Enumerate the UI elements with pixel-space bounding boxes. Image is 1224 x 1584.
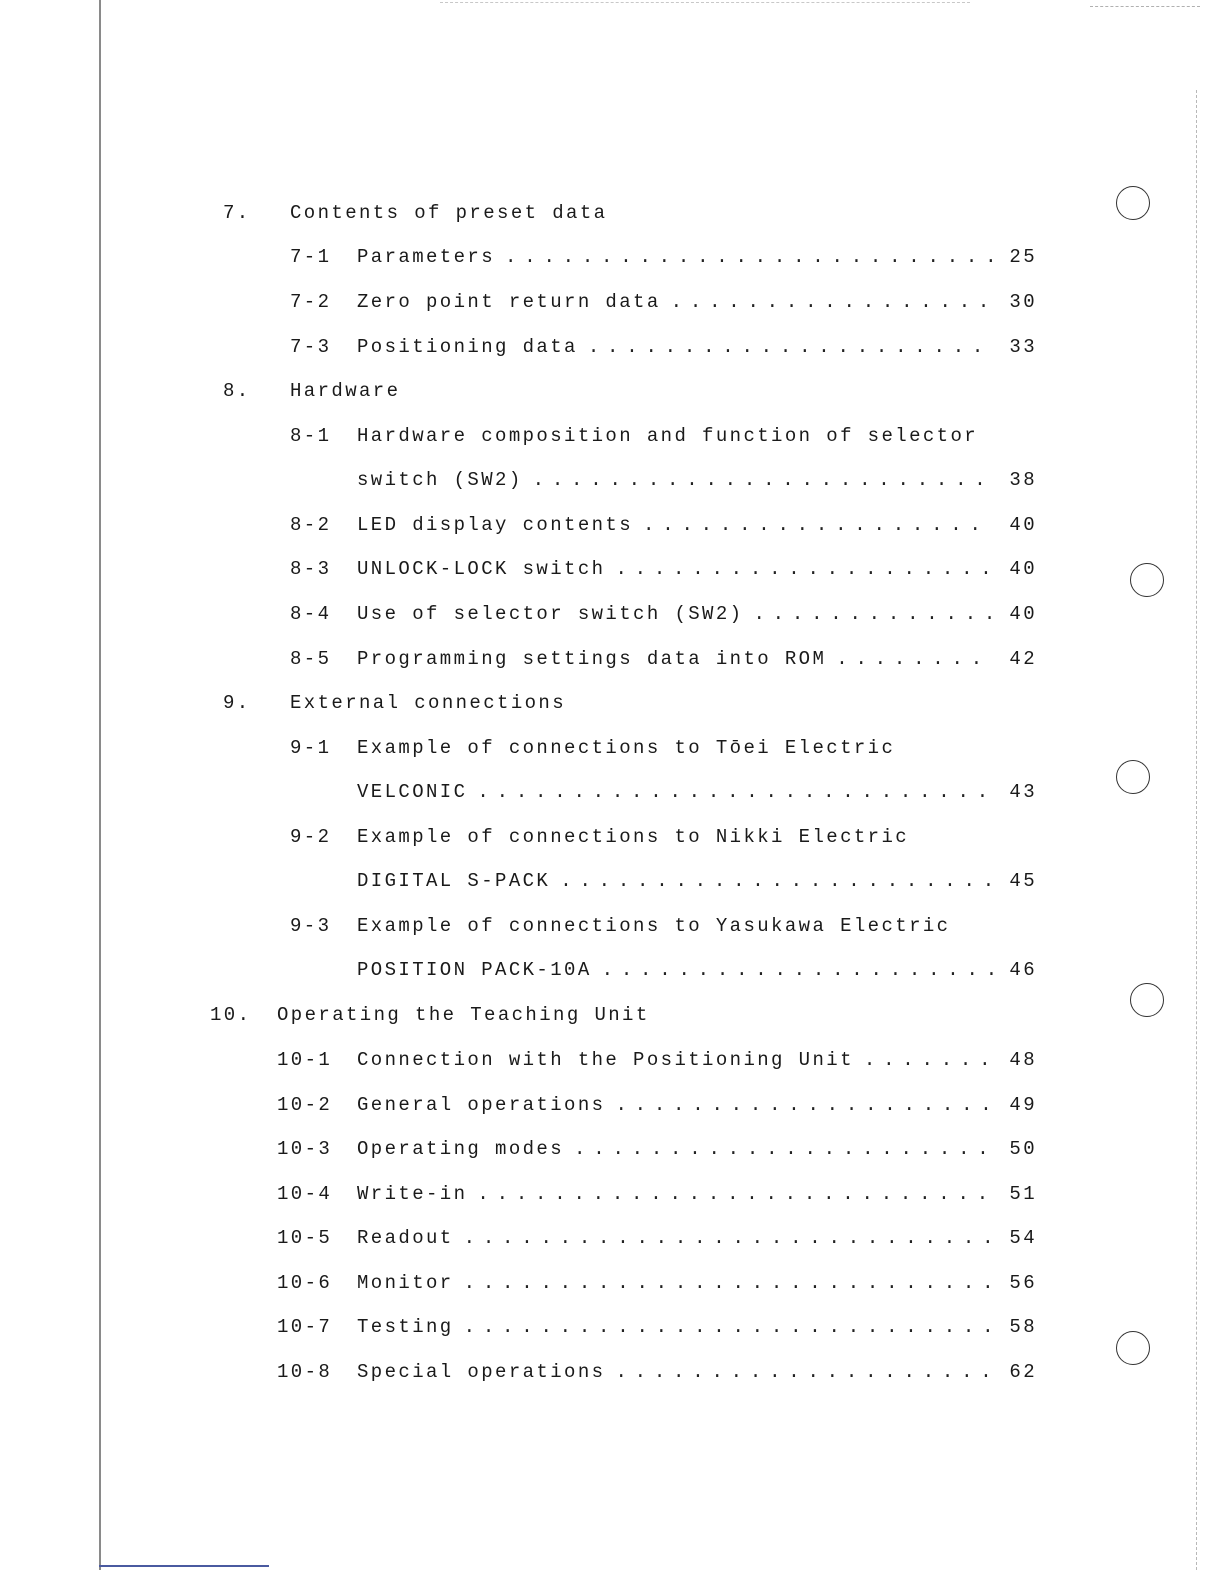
entry-title: Write-in bbox=[357, 1183, 468, 1205]
entry-page-number: 43 bbox=[1009, 781, 1037, 803]
entry-title: Zero point return data bbox=[357, 291, 661, 313]
entry-number: 8-4 bbox=[290, 603, 332, 625]
entry-number: 10-2 bbox=[277, 1094, 333, 1116]
dot-leader bbox=[464, 1268, 993, 1298]
dot-leader bbox=[615, 554, 993, 584]
entry-title-continuation: POSITION PACK-10A bbox=[357, 959, 592, 981]
dot-leader bbox=[477, 1179, 993, 1209]
entry-title: General operations bbox=[357, 1094, 606, 1116]
entry-row bbox=[357, 1312, 1037, 1342]
entry-number: 10-3 bbox=[277, 1138, 333, 1160]
dot-leader bbox=[836, 644, 993, 674]
entry-number: 8-5 bbox=[290, 648, 332, 670]
toc-section bbox=[223, 198, 923, 228]
entry-number: 7-2 bbox=[290, 291, 332, 313]
entry-page-number: 54 bbox=[1009, 1227, 1037, 1249]
entry-row bbox=[357, 1223, 1037, 1253]
binding-margin-line bbox=[99, 0, 101, 1570]
entry-page-number: 56 bbox=[1009, 1272, 1037, 1294]
entry-row bbox=[357, 733, 1037, 763]
entry-number: 8-2 bbox=[290, 514, 332, 536]
dot-leader bbox=[643, 510, 993, 540]
dot-leader bbox=[464, 1223, 993, 1253]
entry-row bbox=[357, 421, 1037, 451]
entry-number: 10-4 bbox=[277, 1183, 333, 1205]
entry-page-number: 40 bbox=[1009, 603, 1037, 625]
toc-section bbox=[210, 1000, 910, 1030]
dot-leader bbox=[671, 287, 993, 317]
entry-title: Example of connections to Yasukawa Electric bbox=[357, 915, 951, 937]
entry-row bbox=[357, 1090, 1037, 1120]
entry-page-number: 49 bbox=[1009, 1094, 1037, 1116]
dot-leader bbox=[464, 1312, 993, 1342]
entry-page-number: 40 bbox=[1009, 514, 1037, 536]
dot-leader bbox=[533, 465, 993, 495]
toc-section bbox=[223, 688, 923, 718]
entry-number: 10-5 bbox=[277, 1227, 333, 1249]
dot-leader bbox=[864, 1045, 993, 1075]
entry-row bbox=[357, 1045, 1037, 1075]
entry-row bbox=[357, 1179, 1037, 1209]
entry-page-number: 38 bbox=[1009, 469, 1037, 491]
dot-leader bbox=[560, 866, 993, 896]
punch-hole bbox=[1116, 1331, 1150, 1365]
entry-number: 10-6 bbox=[277, 1272, 333, 1294]
entry-row bbox=[357, 911, 1037, 941]
entry-number: 10-7 bbox=[277, 1316, 333, 1338]
entry-row bbox=[357, 465, 1037, 495]
punch-hole bbox=[1130, 563, 1164, 597]
section-title: External connections bbox=[290, 692, 567, 714]
entry-page-number: 46 bbox=[1009, 959, 1037, 981]
section-number: 7. bbox=[223, 202, 251, 224]
dot-leader bbox=[477, 777, 993, 807]
entry-row bbox=[357, 644, 1037, 674]
entry-row bbox=[357, 332, 1037, 362]
entry-row bbox=[357, 554, 1037, 584]
punch-hole bbox=[1130, 983, 1164, 1017]
entry-title-continuation: DIGITAL S-PACK bbox=[357, 870, 551, 892]
entry-number: 10-8 bbox=[277, 1361, 333, 1383]
dot-leader bbox=[588, 332, 993, 362]
top-right-scan-artifact bbox=[1090, 6, 1200, 7]
entry-page-number: 50 bbox=[1009, 1138, 1037, 1160]
section-number: 10. bbox=[210, 1004, 252, 1026]
entry-row bbox=[357, 1357, 1037, 1387]
entry-page-number: 33 bbox=[1009, 336, 1037, 358]
section-title: Operating the Teaching Unit bbox=[277, 1004, 650, 1026]
entry-title: Example of connections to Nikki Electric bbox=[357, 826, 910, 848]
dot-leader bbox=[753, 599, 993, 629]
dot-leader bbox=[574, 1134, 993, 1164]
entry-page-number: 48 bbox=[1009, 1049, 1037, 1071]
entry-title: Use of selector switch (SW2) bbox=[357, 603, 744, 625]
section-number: 8. bbox=[223, 380, 251, 402]
entry-number: 9-2 bbox=[290, 826, 332, 848]
entry-number: 7-1 bbox=[290, 246, 332, 268]
entry-row bbox=[357, 287, 1037, 317]
entry-title: Readout bbox=[357, 1227, 454, 1249]
entry-number: 9-3 bbox=[290, 915, 332, 937]
entry-row bbox=[357, 822, 1037, 852]
entry-row bbox=[357, 1134, 1037, 1164]
entry-title: Programming settings data into ROM bbox=[357, 648, 827, 670]
punch-hole bbox=[1116, 186, 1150, 220]
entry-title: Connection with the Positioning Unit bbox=[357, 1049, 854, 1071]
dot-leader bbox=[505, 242, 993, 272]
entry-title: Parameters bbox=[357, 246, 496, 268]
entry-row bbox=[357, 599, 1037, 629]
entry-row bbox=[357, 510, 1037, 540]
entry-title: Special operations bbox=[357, 1361, 606, 1383]
entry-number: 9-1 bbox=[290, 737, 332, 759]
bottom-left-rule bbox=[99, 1565, 269, 1567]
entry-title: Monitor bbox=[357, 1272, 454, 1294]
entry-row bbox=[357, 955, 1037, 985]
entry-number: 8-3 bbox=[290, 558, 332, 580]
entry-page-number: 42 bbox=[1009, 648, 1037, 670]
entry-title: Hardware composition and function of selector bbox=[357, 425, 979, 447]
entry-number: 7-3 bbox=[290, 336, 332, 358]
entry-row bbox=[357, 1268, 1037, 1298]
section-number: 9. bbox=[223, 692, 251, 714]
entry-page-number: 40 bbox=[1009, 558, 1037, 580]
dot-leader bbox=[615, 1357, 993, 1387]
entry-title-continuation: VELCONIC bbox=[357, 781, 468, 803]
entry-title: Example of connections to Tōei Electric bbox=[357, 737, 896, 759]
entry-row bbox=[357, 242, 1037, 272]
entry-page-number: 58 bbox=[1009, 1316, 1037, 1338]
entry-title: UNLOCK-LOCK switch bbox=[357, 558, 606, 580]
punch-hole bbox=[1116, 760, 1150, 794]
entry-page-number: 51 bbox=[1009, 1183, 1037, 1205]
entry-title-continuation: switch (SW2) bbox=[357, 469, 523, 491]
right-edge-scan-artifact bbox=[1196, 90, 1197, 1570]
toc-section bbox=[223, 376, 923, 406]
entry-title: Operating modes bbox=[357, 1138, 565, 1160]
entry-title: Positioning data bbox=[357, 336, 578, 358]
entry-page-number: 25 bbox=[1009, 246, 1037, 268]
section-title: Contents of preset data bbox=[290, 202, 608, 224]
entry-title: Testing bbox=[357, 1316, 454, 1338]
entry-number: 8-1 bbox=[290, 425, 332, 447]
top-scan-artifact bbox=[440, 2, 970, 3]
dot-leader bbox=[615, 1090, 993, 1120]
entry-page-number: 62 bbox=[1009, 1361, 1037, 1383]
entry-row bbox=[357, 866, 1037, 896]
entry-page-number: 45 bbox=[1009, 870, 1037, 892]
section-title: Hardware bbox=[290, 380, 401, 402]
entry-row bbox=[357, 777, 1037, 807]
entry-number: 10-1 bbox=[277, 1049, 333, 1071]
entry-title: LED display contents bbox=[357, 514, 634, 536]
entry-page-number: 30 bbox=[1009, 291, 1037, 313]
dot-leader bbox=[602, 955, 993, 985]
